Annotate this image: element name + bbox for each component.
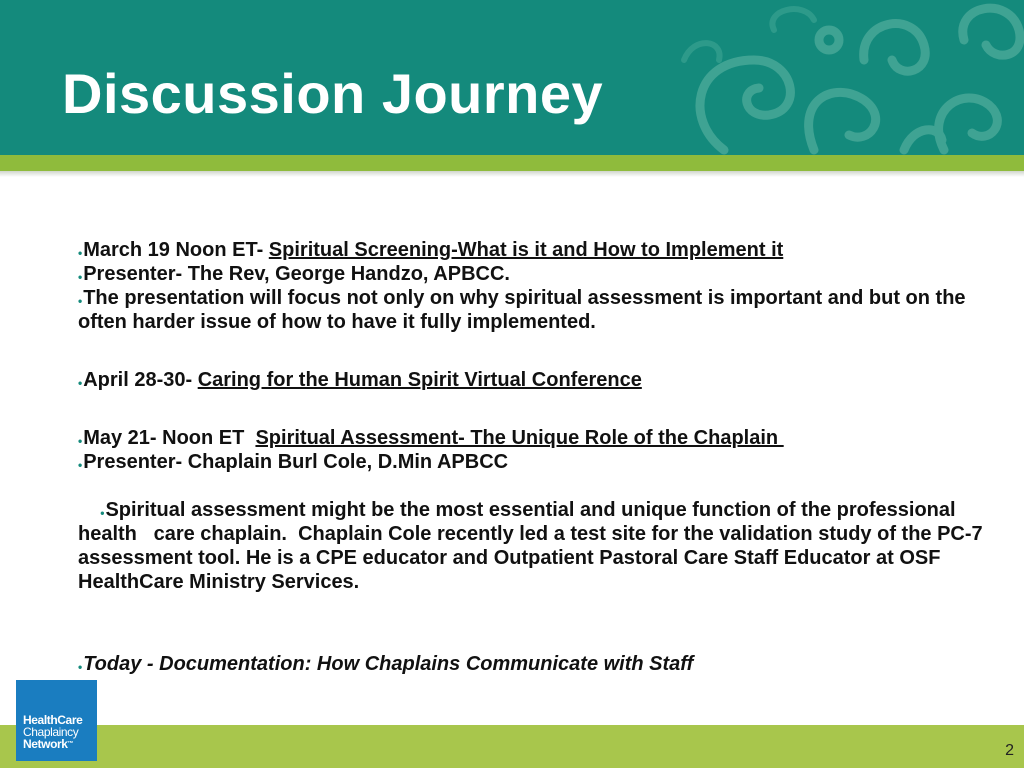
- page-number: 2: [1005, 742, 1014, 759]
- session-link[interactable]: Spiritual Screening-What is it and How to Implement it: [268, 239, 784, 261]
- bullet-icon: •: [78, 270, 83, 284]
- list-item: [78, 238, 988, 262]
- item-text: Spiritual assessment might be the most essential and unique function of the professional health care chaplain. Chaplain Cole recently led a test site for the validation study of the PC-7 assessment tool. He is a CPE educator and Outpatient Pastoral Care Staff Educator at OSF HealthCare Ministry Services.: [78, 499, 989, 593]
- session-link[interactable]: Caring for the Human Spirit Virtual Conference: [197, 369, 642, 391]
- item-text: The presentation will focus not only on why spiritual assessment is important and but on the often harder issue of how to have it fully implemented.: [78, 287, 966, 333]
- header-shadow: [0, 171, 1024, 177]
- item-lead: May 21- Noon ET: [83, 427, 256, 449]
- session-link[interactable]: Spiritual Assessment- The Unique Role of the Chaplain: [255, 427, 784, 449]
- item-lead: April 28-30-: [83, 369, 198, 391]
- logo-line: HealthCare: [23, 713, 83, 727]
- list-item: [78, 286, 988, 334]
- item-text: Presenter- The Rev, George Handzo, APBCC.: [83, 263, 510, 285]
- item-text: Documentation: How Chaplains Communicate with Staff: [159, 653, 694, 675]
- item-lead: Today -: [83, 653, 160, 675]
- list-item: [78, 652, 988, 676]
- list-item: [78, 450, 988, 474]
- list-item: [78, 368, 988, 392]
- header-accent-band: [0, 155, 1024, 171]
- footer-band: [0, 725, 1024, 768]
- bullet-icon: •: [78, 458, 83, 472]
- list-item: [78, 426, 988, 450]
- healthcare-chaplaincy-network-logo: [16, 680, 97, 761]
- bullet-icon: •: [78, 246, 83, 260]
- bullet-icon: •: [78, 376, 83, 390]
- slide-title: Discussion Journey: [62, 62, 604, 125]
- slide-body: [78, 238, 988, 676]
- bullet-icon: •: [78, 294, 83, 308]
- logo-line: Chaplaincy: [23, 725, 79, 739]
- bullet-icon: •: [78, 660, 83, 674]
- list-item: [78, 474, 988, 618]
- decorative-swirls-icon: [664, 0, 1024, 155]
- slide-header: [0, 0, 1024, 155]
- item-lead: March 19 Noon ET-: [83, 239, 269, 261]
- logo-line: Network™: [23, 737, 74, 751]
- bullet-icon: •: [100, 506, 105, 520]
- list-item: [78, 262, 988, 286]
- item-text: Presenter- Chaplain Burl Cole, D.Min APBCC: [83, 451, 509, 473]
- bullet-icon: •: [78, 434, 83, 448]
